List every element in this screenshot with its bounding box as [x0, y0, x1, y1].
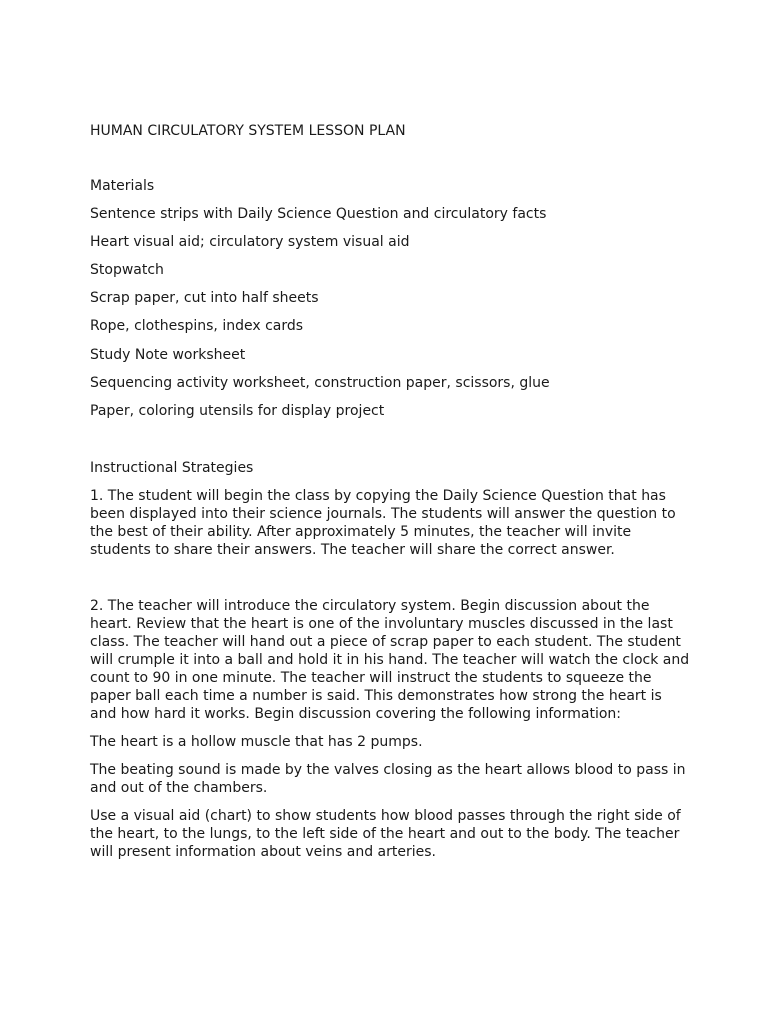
materials-item: Paper, coloring utensils for display project	[90, 403, 385, 419]
strategies-heading: Instructional Strategies	[90, 460, 254, 476]
strategy-paragraph: 2. The teacher will introduce the circulatory system. Begin discussion about the heart. Review that the heart is one of the involuntary muscles discussed in the last class. The teacher will hand out a piece of scrap paper to each student. The student will crumple it into a ball and hold it in his hand. The teacher will watch the clock and count to 90 in one minute. The teacher will instruct the students to squeeze the paper ball each time a number is said. This demonstrates how strong the heart is and how hard it works. Begin discussion covering the following information:	[90, 598, 690, 722]
materials-item: Sequencing activity worksheet, construction paper, scissors, glue	[90, 375, 550, 391]
materials-item: Sentence strips with Daily Science Question and circulatory facts	[90, 206, 547, 222]
materials-item: Heart visual aid; circulatory system visual aid	[90, 234, 410, 250]
document-title: HUMAN CIRCULATORY SYSTEM LESSON PLAN	[90, 123, 406, 139]
strategy-paragraph: Use a visual aid (chart) to show students how blood passes through the right side of the heart, to the lungs, to the left side of the heart and out to the body. The teacher will present information about veins and arteries.	[90, 808, 681, 860]
materials-item: Stopwatch	[90, 262, 164, 278]
materials-heading: Materials	[90, 178, 155, 194]
materials-item: Rope, clothespins, index cards	[90, 318, 304, 334]
strategy-paragraph: The heart is a hollow muscle that has 2 pumps.	[90, 734, 423, 750]
materials-item: Study Note worksheet	[90, 347, 246, 363]
strategy-paragraph: 1. The student will begin the class by copying the Daily Science Question that has been displayed into their science journals. The students will answer the question to the best of their ability. After approximately 5 minutes, the teacher will invite students to share their answers. The teacher will share the correct answer.	[90, 488, 676, 558]
strategy-paragraph: The beating sound is made by the valves closing as the heart allows blood to pass in and out of the chambers.	[90, 762, 686, 796]
materials-item: Scrap paper, cut into half sheets	[90, 290, 319, 306]
